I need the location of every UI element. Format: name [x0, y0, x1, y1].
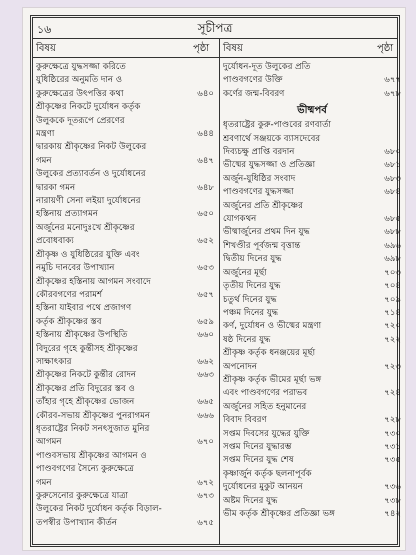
toc-entry-title: হস্তিনা যাইবার পথে প্রজাগণ — [36, 303, 132, 314]
toc-entry-title: শিখণ্ডীর পূর্বজন্ম বৃত্তান্ত — [223, 240, 301, 251]
toc-entry-title: নারায়ণী সেনা লইয়া দুর্যোধনের — [36, 196, 141, 207]
left-page-header: পৃষ্ঠা — [193, 43, 210, 54]
toc-entry — [36, 141, 214, 154]
toc-entry-page: ৭৩৮ — [384, 495, 401, 506]
toc-entry-title: উলুকের প্রত্যাবর্তন ও দুর্যোধনের — [36, 169, 146, 180]
toc-entry — [36, 356, 214, 369]
toc-entry-title: ভীষ্মার্জুনের প্রথম দিন যুদ্ধ — [223, 227, 310, 238]
toc-entry-page: ৭৩৬ — [384, 482, 401, 493]
toc-entry-title: দ্বারকায় শ্রীকৃষ্ণের নিকট উলুকের — [36, 142, 147, 153]
toc-entry-title: দুর্যোধনের মুকুট আনয়ন — [223, 482, 303, 493]
toc-entry — [223, 374, 401, 387]
toc-entry-page: ৬৫০ — [197, 209, 214, 220]
toc-entry-page: ৭৩০ — [384, 428, 401, 439]
toc-entry-page — [375, 61, 401, 74]
toc-entry-page — [188, 74, 214, 87]
toc-entry-page: ৭৩১ — [384, 441, 401, 452]
toc-entry-title: যুধিষ্ঠিরের অনুমতি দান ও — [36, 75, 123, 86]
toc-entry-page: ৬৭৫ — [197, 517, 214, 528]
toc-entry-page — [188, 141, 214, 154]
toc-entry — [36, 410, 214, 423]
toc-entry — [223, 280, 401, 293]
toc-entry — [36, 235, 214, 248]
toc-entry-page: ৬৫৩ — [197, 263, 214, 274]
toc-entry — [36, 276, 214, 289]
toc-entry-page — [188, 168, 214, 181]
toc-entry-title: বিদুরের গৃহে কুন্তীসহ শ্রীকৃষ্ণের — [36, 343, 138, 354]
toc-entry-page: ৬৬৬ — [197, 410, 214, 421]
toc-entry — [223, 159, 401, 172]
toc-entry — [36, 262, 214, 275]
toc-entry — [36, 128, 214, 141]
toc-entry-page: ৬৮১ — [384, 160, 401, 171]
toc-entry-title: অষ্টম দিনের যুদ্ধ — [223, 495, 278, 506]
toc-entry-page: ৬৫২ — [197, 236, 214, 247]
toc-entry-page: ৭২৩ — [384, 361, 401, 372]
toc-entry-title: অর্জুনের প্রতি শ্রীকৃষ্ণের — [223, 200, 303, 211]
toc-entry-title: সাক্ষাৎকার — [36, 356, 72, 367]
toc-entry-page: ৬৫৯ — [197, 316, 214, 327]
toc-entry-page: ৬৫৭ — [197, 289, 214, 300]
toc-entry — [223, 74, 401, 87]
toc-entry — [36, 383, 214, 396]
toc-entry — [36, 61, 214, 74]
toc-entry-page — [188, 276, 214, 289]
toc-entry-title: নমুচি দানবের উপাখ্যান — [36, 263, 115, 274]
toc-entry-page: ৭১৪ — [384, 307, 401, 318]
page-border — [30, 15, 400, 547]
toc-entry-page: ৭০৩ — [384, 267, 401, 278]
toc-entry — [223, 481, 401, 494]
toc-entry — [223, 146, 401, 159]
toc-entry-page: ৬৪৪ — [197, 129, 214, 140]
toc-entry-page: ৬৭৩ — [197, 491, 214, 501]
toc-entry-title: যোগকথন — [223, 214, 257, 225]
toc-entry-title: গমন — [36, 155, 52, 166]
toc-entry-title: গমন — [36, 477, 52, 488]
toc-entry-page — [188, 343, 214, 356]
right-column-entries — [223, 61, 401, 521]
toc-entry-page: ৭২২ — [384, 334, 401, 345]
toc-entry-page: ৬৬০ — [197, 330, 214, 341]
toc-entry-page: ৬৮৪ — [384, 187, 401, 198]
toc-entry-title: পাণ্ডবগণের যুদ্ধসজ্জা — [223, 187, 294, 198]
toc-entry-page: ৭০৪ — [384, 281, 401, 292]
toc-entry-page — [375, 119, 401, 132]
toc-entry-page: ৬৮৫ — [384, 214, 401, 225]
toc-entry — [223, 387, 401, 400]
toc-entry-title: শ্রীকৃষ্ণের হস্তিনায় আগমন সংবাদে — [36, 276, 151, 287]
toc-entry — [36, 477, 214, 490]
toc-entry-title: পাণ্ডবসভায় শ্রীকৃষ্ণের আগমন ও — [36, 450, 147, 461]
toc-entry-title: ভীম কর্তৃক শ্রীকৃষ্ণের প্রতিজ্ঞা ভঙ্গ — [223, 509, 335, 519]
toc-entry-page: ৬৮৩ — [384, 173, 401, 184]
toc-entry-title: এবং পাণ্ডবগণের পরাভব — [223, 388, 308, 399]
toc-entry-page: ৭২০ — [384, 321, 401, 332]
toc-entry-title: কৌরব-সভায় শ্রীকৃষ্ণের পুনরাগমন — [36, 410, 150, 421]
toc-entry-page — [375, 347, 401, 360]
toc-entry — [36, 74, 214, 87]
toc-entry-title: পঞ্চম দিনের যুদ্ধ — [223, 307, 279, 318]
toc-entry-page — [188, 249, 214, 262]
toc-entry-title: বিবাদ বিবরণ — [223, 415, 267, 426]
right-page-header: পৃষ্ঠা — [377, 43, 394, 54]
toc-entry-page: ৬৪৭ — [197, 155, 214, 166]
toc-entry-page: ৬৯৮ — [384, 254, 401, 265]
toc-entry-title: ষষ্ঠ দিনের যুদ্ধ — [223, 334, 271, 345]
toc-entry-title: কুরুক্ষেত্রের উৎপত্তির কথা — [36, 88, 124, 99]
toc-entry-page: ৬৭৮ — [384, 88, 401, 99]
toc-entry-page — [188, 101, 214, 114]
toc-entry — [223, 334, 401, 347]
toc-entry — [223, 253, 401, 266]
toc-entry-title: অর্জুনের মূর্ছা — [223, 267, 267, 278]
toc-entry-page: ৬৬৩ — [197, 370, 214, 381]
toc-entry-page — [375, 374, 401, 387]
header-rule — [33, 38, 397, 39]
toc-entry-title: হস্তিনায় শ্রীকৃষ্ণের উপস্থিতি — [36, 330, 128, 341]
toc-entry-page — [188, 503, 214, 516]
toc-entry-page: ৬৯৬ — [384, 240, 401, 251]
right-subject-header: বিষয় — [223, 43, 243, 54]
toc-entry-page: ৬৪০ — [197, 88, 214, 99]
toc-entry — [36, 168, 214, 181]
toc-entry — [223, 347, 401, 360]
toc-entry-page — [375, 133, 401, 146]
toc-entry-title: কুরুসেনোর কুরুক্ষেত্রে যাত্রা — [36, 491, 129, 501]
toc-entry-title: অপনোদন — [223, 361, 257, 372]
toc-entry — [36, 208, 214, 221]
toc-entry-title: সপ্তম দিবসের যুদ্ধের যুক্তি — [223, 428, 310, 439]
toc-entry-title: কর্ণ, দুর্যোধন ও ভীষ্মের মন্ত্রণা — [223, 321, 322, 332]
toc-entry — [36, 450, 214, 463]
toc-entry — [36, 88, 214, 101]
toc-entry-title: ধৃতরাষ্ট্রের নিকট সনৎসুজাত মুনির — [36, 423, 150, 434]
toc-entry-page: ৬৭০ — [197, 437, 214, 448]
toc-entry-page: ৬৭২ — [197, 477, 214, 488]
toc-entry-title: উলুককে দূতরূপে প্রেরণের — [36, 115, 125, 126]
toc-entry-title: তাঁহার গৃহে শ্রীকৃষ্ণের ভোজন — [36, 397, 135, 408]
toc-entry — [36, 249, 214, 262]
toc-entry-page: ৭০৯ — [384, 294, 401, 305]
toc-entry — [36, 329, 214, 342]
toc-entry-title: শ্রীকৃষ্ণ ও যুধিষ্ঠিরের যুক্তি এবং — [36, 249, 140, 260]
toc-entry-page: ৭২৮ — [384, 415, 401, 426]
toc-entry-title: অর্জুনের মনোদুঃখে শ্রীকৃষ্ণের — [36, 222, 135, 233]
toc-entry — [223, 414, 401, 427]
toc-entry-title: আগমন — [36, 437, 62, 448]
left-subject-header: বিষয় — [36, 43, 56, 54]
toc-entry — [223, 240, 401, 253]
toc-entry-title: শ্রবণার্থে সঞ্জয়কে ব্যাসদেবের — [223, 133, 321, 144]
toc-entry-title: মন্ত্রণা — [36, 129, 55, 140]
toc-entry-page: ৭৪২ — [384, 509, 401, 519]
toc-entry-title: অর্জুনের সহিত হনুমানের — [223, 401, 307, 412]
toc-entry-page — [188, 383, 214, 396]
toc-entry-title: দ্বিতীয় দিনের যুদ্ধ — [223, 254, 282, 265]
toc-entry-title: তপস্বীর উপাখ্যান কীর্তন — [36, 517, 117, 528]
toc-entry — [223, 508, 401, 521]
toc-entry-page — [188, 423, 214, 436]
toc-entry-title: দুর্যোধন-দূত উলুকের প্রতি — [223, 62, 311, 72]
toc-entry-title: হস্তিনায় প্রত্যাগমন — [36, 209, 98, 220]
toc-entry-title: অর্জুন-যুধিষ্ঠির সংবাদ — [223, 173, 296, 184]
section-title: ভীষ্মপর্ব — [297, 105, 327, 117]
toc-entry-page — [188, 195, 214, 208]
toc-entry-title: কৃষ্ণার্জুন কর্তৃক ছলনাপূর্বক — [223, 468, 312, 479]
toc-entry-page: ৭২৪ — [384, 388, 401, 399]
toc-entry — [223, 428, 401, 441]
toc-entry — [223, 454, 401, 467]
toc-entry — [223, 294, 401, 307]
toc-entry-page: ৬৬৫ — [197, 397, 214, 408]
toc-entry — [36, 316, 214, 329]
toc-entry — [36, 289, 214, 302]
toc-entry — [223, 186, 401, 199]
toc-entry-page: ৬৬২ — [197, 356, 214, 367]
toc-entry — [223, 441, 401, 454]
toc-entry — [223, 213, 401, 226]
column-header-rule — [33, 57, 397, 58]
toc-entry — [36, 222, 214, 235]
toc-entry — [223, 401, 401, 414]
toc-entry — [223, 173, 401, 186]
toc-entry-title: দিব্যচক্ষু প্রাপ্তি বরদান — [223, 147, 295, 158]
toc-entry-page — [188, 115, 214, 128]
toc-entry — [36, 115, 214, 128]
toc-entry-title: শ্রীকৃষ্ণের নিকটে কুন্তীর রোদন — [36, 370, 136, 381]
page-title: সূচীপত্র — [197, 21, 233, 35]
toc-entry-title: সপ্তম দিনের যুদ্ধারম্ভ — [223, 441, 292, 452]
toc-entry — [223, 200, 401, 213]
toc-entry — [223, 133, 401, 146]
toc-entry — [36, 182, 214, 195]
column-divider — [219, 38, 220, 544]
toc-entry-title: কর্ণের জন্ম-বিবরণ — [223, 88, 285, 99]
toc-entry-title: পাণ্ডবগণের সৈন্যে কুরুক্ষেত্রে — [36, 464, 134, 475]
toc-entry — [223, 226, 401, 239]
toc-entry-page: ৬৮০ — [384, 147, 401, 158]
toc-entry-page: ৬৪৮ — [197, 182, 214, 193]
toc-entry-title: শ্রীকৃষ্ণ কর্তৃক ধনঞ্জয়ের মূর্ছা — [223, 348, 316, 359]
toc-entry — [223, 320, 401, 333]
toc-entry-page: ৬৭৭ — [384, 75, 401, 86]
toc-entry-page — [188, 222, 214, 235]
toc-entry — [223, 361, 401, 374]
toc-entry-title: তৃতীয় দিনের যুদ্ধ — [223, 281, 281, 292]
book-page — [22, 7, 406, 551]
toc-entry-title: কৌরবগণের পরামর্শ — [36, 289, 103, 300]
toc-entry — [223, 61, 401, 74]
toc-entry — [36, 302, 214, 315]
toc-entry — [36, 343, 214, 356]
toc-entry — [223, 267, 401, 280]
toc-entry — [36, 423, 214, 436]
toc-entry — [223, 119, 401, 132]
toc-entry — [223, 495, 401, 508]
toc-entry-title: কুরুক্ষেত্রে যুদ্ধসজ্জা করিতে — [36, 62, 126, 72]
toc-entry-title: দ্বারকা গমন — [36, 182, 76, 193]
toc-entry — [36, 396, 214, 409]
toc-entry-title: ভীষ্মের যুদ্ধসজ্জা ও প্রতিজ্ঞা — [223, 160, 316, 171]
toc-entry — [36, 503, 214, 516]
toc-entry — [223, 307, 401, 320]
toc-entry-title: সপ্তম দিনের যুদ্ধ শেষ — [223, 455, 294, 466]
toc-entry — [36, 490, 214, 503]
toc-entry — [36, 369, 214, 382]
toc-entry-title: শ্রীকৃষ্ণের নিকটে দুর্যোধন কর্তৃক — [36, 102, 141, 113]
toc-entry-title: শ্রীকৃষ্ণের প্রতি বিদুরের স্তব ও — [36, 383, 135, 394]
toc-entry — [36, 101, 214, 114]
toc-entry-page — [375, 200, 401, 213]
toc-entry — [223, 468, 401, 481]
toc-entry-page — [188, 302, 214, 315]
toc-entry-title: উলুকের নিকট দুর্যোধন কর্তৃক বিড়াল- — [36, 504, 162, 515]
toc-entry-title: ধৃতরাষ্ট্রের কুরু-পাণ্ডবের রণবার্তা — [223, 120, 332, 131]
page-number: ১৬ — [37, 23, 52, 36]
toc-entry-title: পাণ্ডবগণের উক্তি — [223, 75, 283, 86]
toc-entry-title: প্রবোধবাক্য — [36, 236, 74, 247]
toc-entry-page: ৭৩৫ — [384, 455, 401, 466]
toc-entry-title: কর্তৃক শ্রীকৃষ্ণের স্তব — [36, 316, 102, 327]
toc-entry-title: শ্রীকৃষ্ণ কর্তৃক ভীমের মূর্ছা ভঙ্গ — [223, 374, 322, 385]
toc-entry — [36, 155, 214, 168]
toc-entry-title: চতুর্থ দিনের যুদ্ধ — [223, 294, 277, 305]
toc-entry-page — [188, 450, 214, 463]
toc-entry — [36, 436, 214, 449]
toc-entry — [36, 195, 214, 208]
toc-entry-page — [375, 401, 401, 414]
toc-entry-page: ৬৮৮ — [384, 227, 401, 238]
toc-entry — [36, 463, 214, 476]
toc-entry — [223, 88, 401, 101]
left-column-entries — [36, 61, 214, 530]
toc-entry-page — [375, 468, 401, 481]
toc-entry-page — [188, 61, 214, 74]
toc-entry — [36, 517, 214, 530]
toc-entry-page — [188, 463, 214, 476]
